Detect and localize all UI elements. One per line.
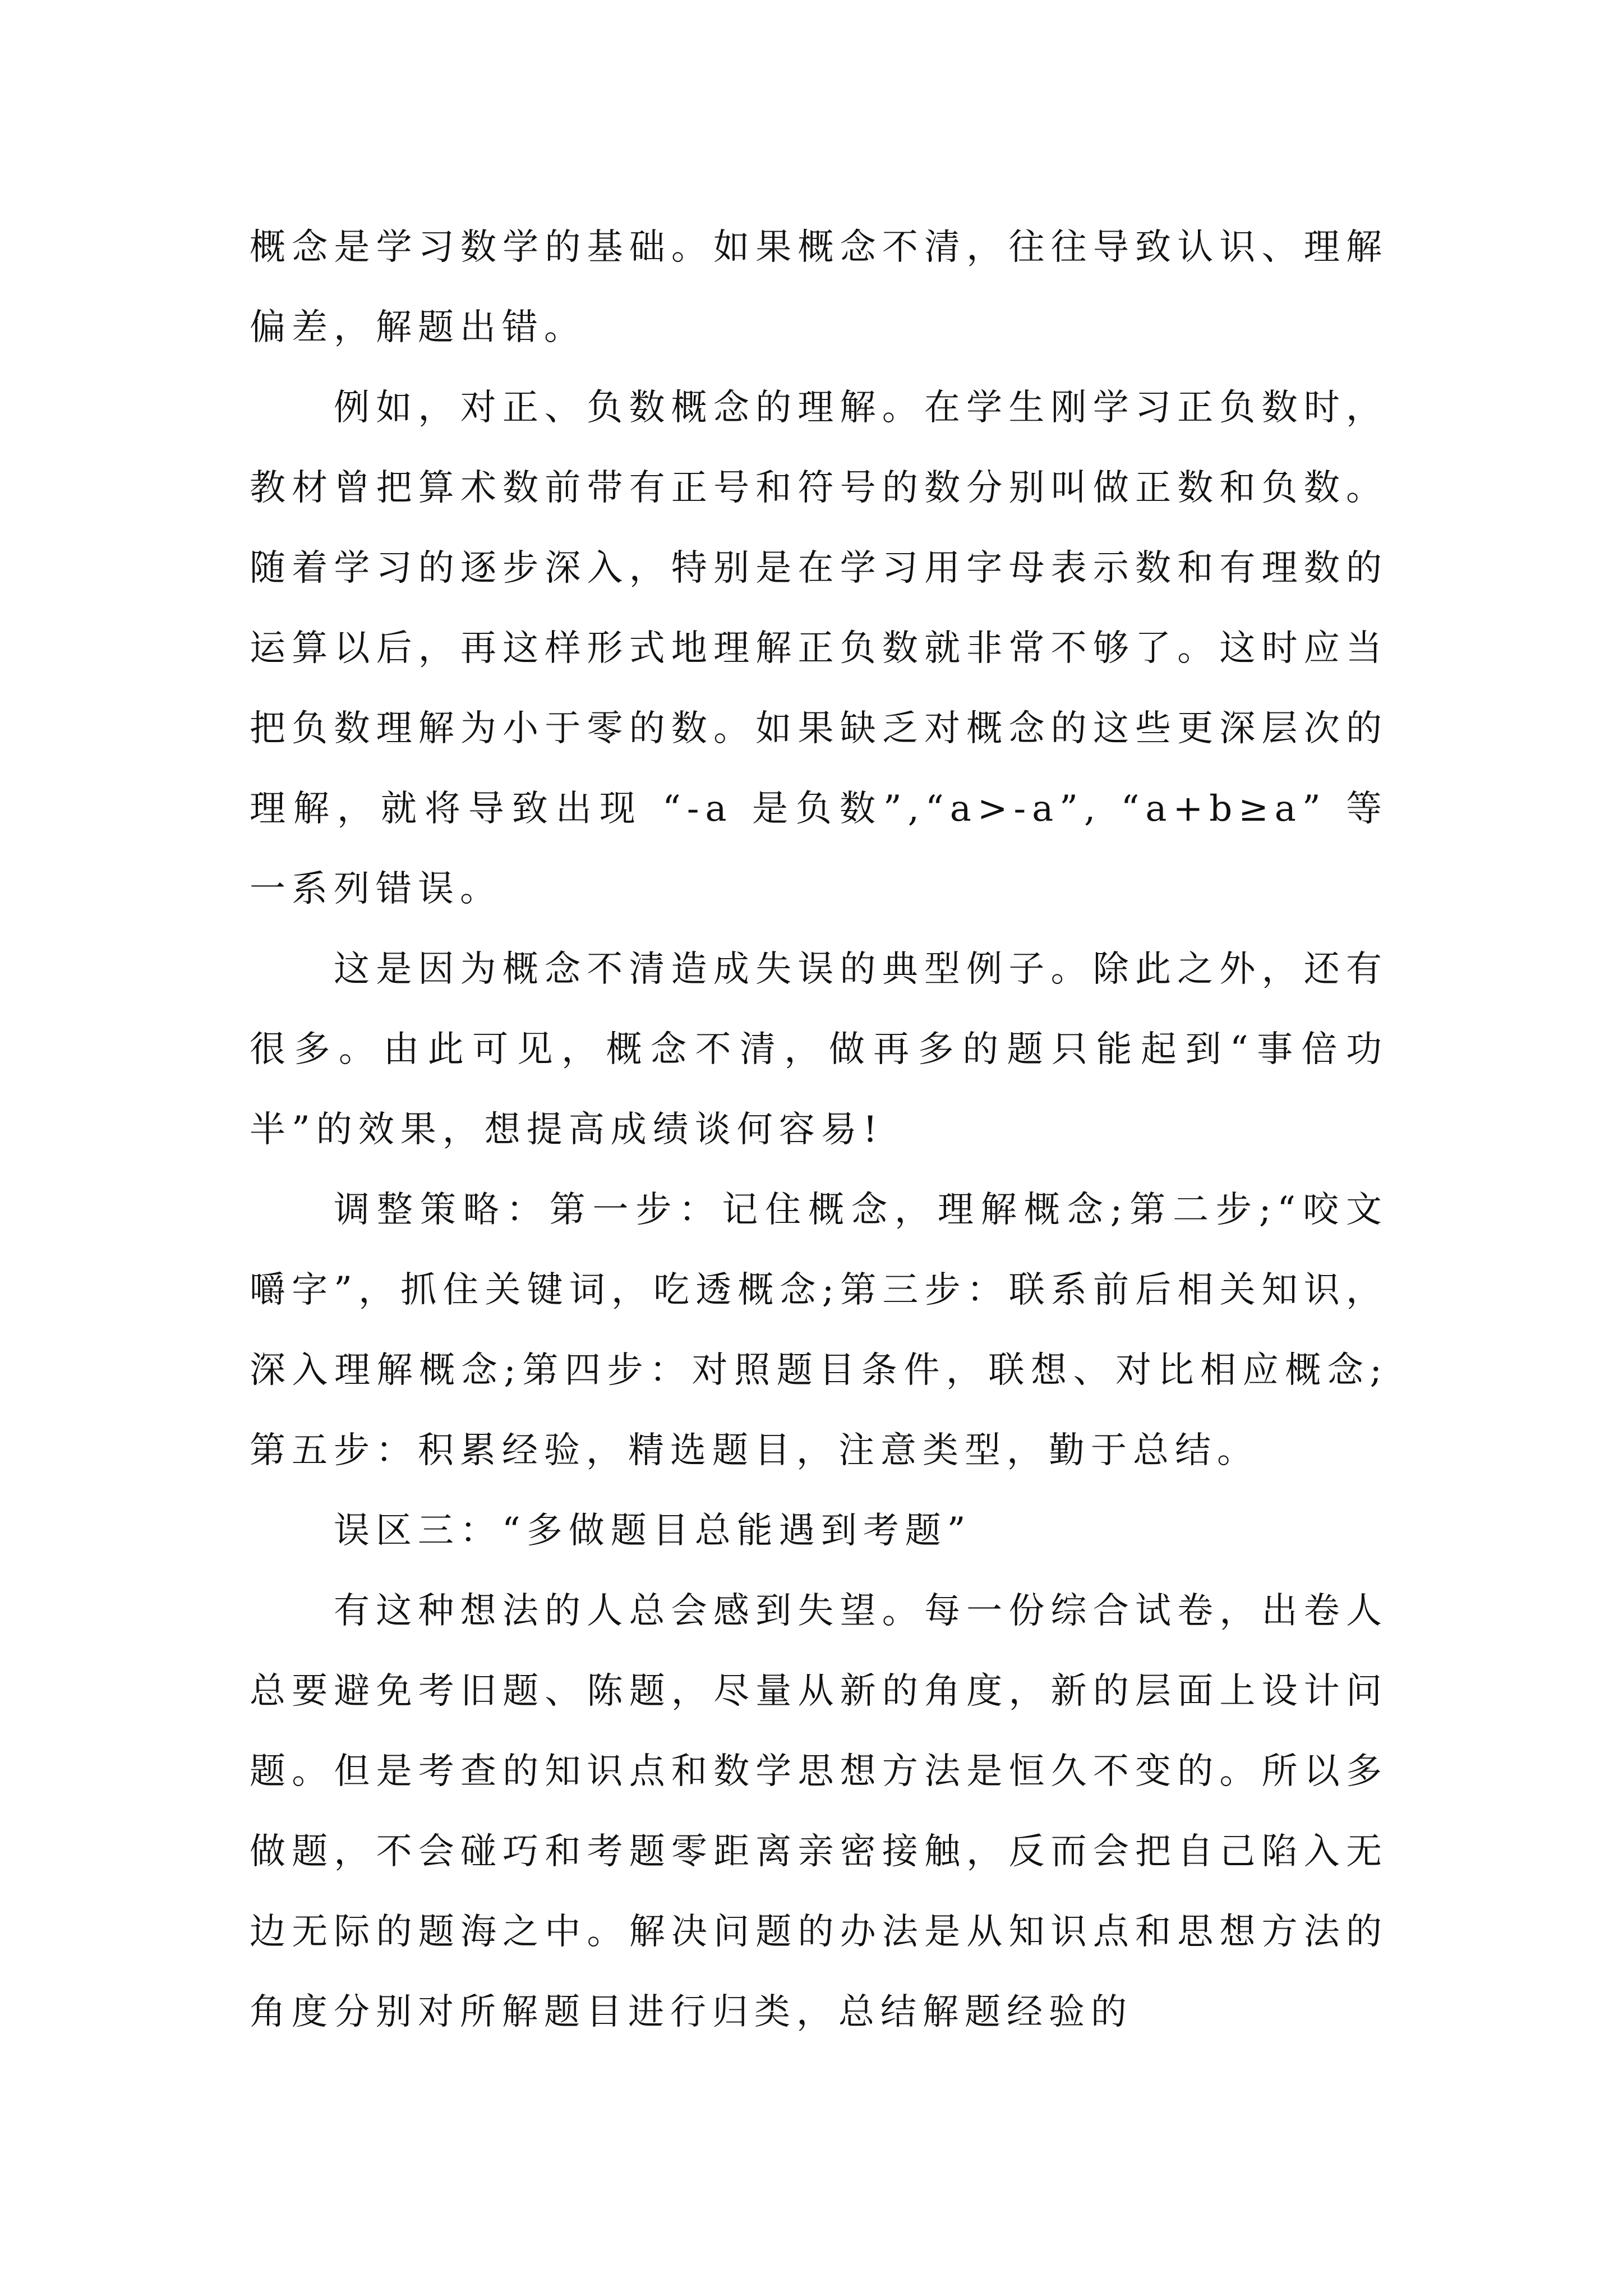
paragraph-adjustment-strategy: 调整策略：第一步：记住概念，理解概念;第二步;“咬文嚼字”，抓住关键词，吃透概念;第三步：联系前后相关知识，深入理解概念;第四步：对照题目条件，联想、对比相应概念;第五步：积累经验，精选题目，注意类型，勤于总结。 (250, 1189, 1388, 1471)
document-body (250, 208, 1388, 2053)
paragraph-concept-basis: 概念是学习数学的基础。如果概念不清，往往导致认识、理解偏差，解题出错。 (250, 227, 1388, 348)
paragraph-more-practice: 有这种想法的人总会感到失望。每一份综合试卷，出卷人总要避免考旧题、陈题，尽量从新的角度，新的层面上设计问题。但是考查的知识点和数学思想方法是恒久不变的。所以多做题，不会碰巧和考题零距离亲密接触，反而会把自己陷入无边无际的题海之中。解决问题的办法是从知识点和思想方法的角度分别对所解题目进行归类，总结解题经验的 (250, 1590, 1388, 2033)
paragraph-positive-negative-example: 例如，对正、负数概念的理解。在学生刚学习正负数时，教材曾把算术数前带有正号和符号的数分别叫做正数和负数。随着学习的逐步深入，特别是在学习用字母表示数和有理数的运算以后，再这样形式地理解正负数就非常不够了。这时应当把负数理解为小于零的数。如果缺乏对概念的这些更深层次的理解，就将导致出现 “-a 是负数”,“a>-a”, “a+b≥a” 等一系列错误。 (250, 387, 1388, 910)
section-heading-misconception-three: 误区三：“多做题目总能遇到考题” (334, 1510, 972, 1552)
paragraph-typical-mistake: 这是因为概念不清造成失误的典型例子。除此之外，还有很多。由此可见，概念不清，做再多的题只能起到“事倍功半”的效果，想提高成绩谈何容易! (250, 949, 1388, 1151)
